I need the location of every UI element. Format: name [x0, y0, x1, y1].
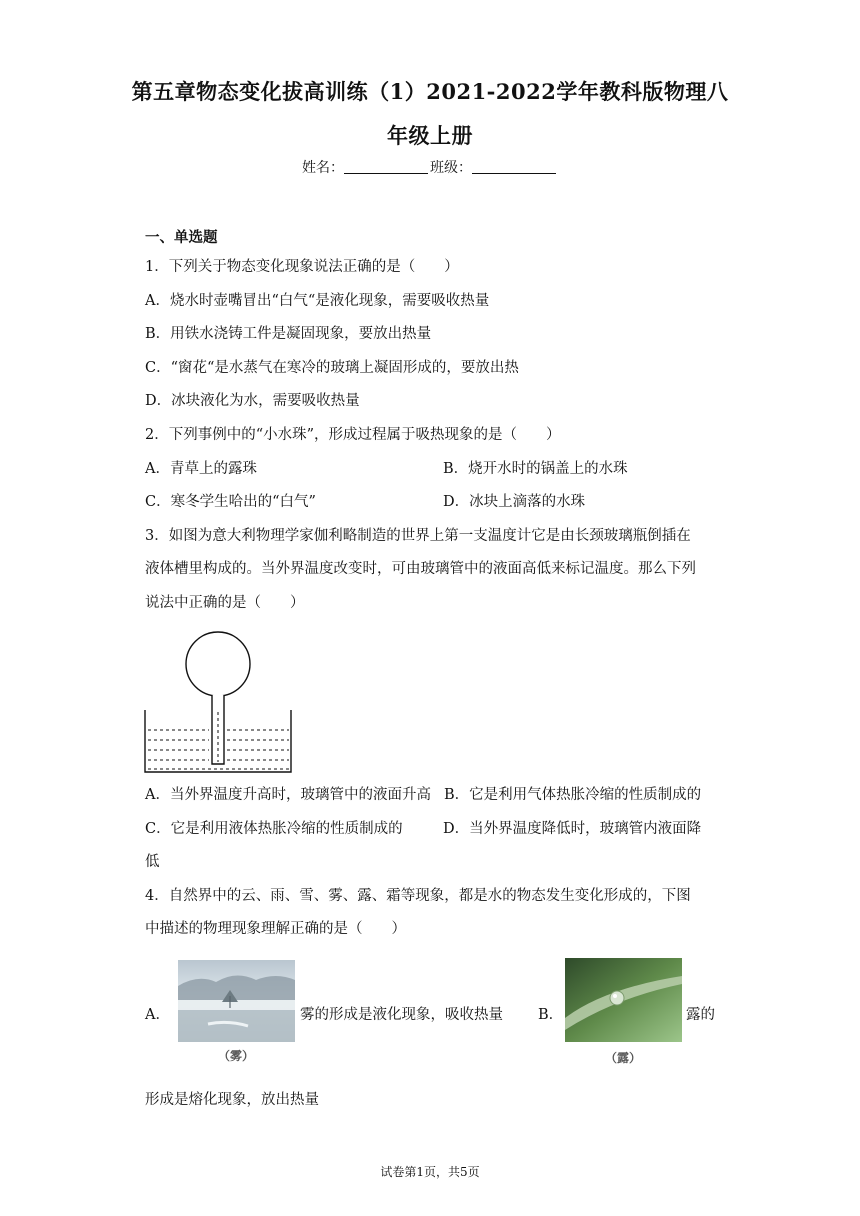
fog-caption: （雾）: [217, 1049, 255, 1063]
q2-option-d: D．冰块上滴落的水珠: [443, 494, 586, 510]
page-title-line2: 年级上册: [387, 123, 473, 148]
q3-option-c: C．它是利用液体热胀冷缩的性质制成的: [145, 821, 403, 837]
fog-caption-group: [218, 1048, 254, 1063]
section-heading: 一、单选题: [145, 229, 218, 246]
name-blank: [344, 159, 428, 174]
q2-option-c: C．寒冬学生哈出的“白气”: [145, 494, 316, 510]
q4-option-b-text-line2: 形成是熔化现象，放出热量: [145, 1092, 319, 1108]
glass-bulb: [186, 632, 250, 696]
q3-stem-line1: 3．如图为意大利物理学家伽利略制造的世界上第一支温度计它是由长颈玻璃瓶倒插在: [145, 528, 691, 544]
galileo-thermometer-figure: [143, 618, 295, 776]
class-label: 班级：: [430, 160, 472, 176]
q1-stem: 1．下列关于物态变化现象说法正确的是（ ）: [145, 259, 459, 275]
page-title-line1: 第五章物态变化拔高训练（1）2021-2022学年教科版物理八: [131, 79, 729, 104]
q3-option-d-line1: D．当外界温度降低时，玻璃管内液面降: [443, 821, 702, 837]
name-label: 姓名：: [302, 160, 344, 176]
glass-tube: [212, 695, 224, 764]
q3-stem-line3: 说法中正确的是（ ）: [145, 595, 305, 611]
dew-caption: （露）: [604, 1051, 642, 1065]
q1-option-a: A．烧水时壶嘴冒出“白气“是液化现象，需要吸收热量: [145, 293, 490, 309]
q4-option-b-text-line1: 露的: [686, 1007, 715, 1023]
student-info: [0, 157, 860, 177]
q4-stem-line2: 中描述的物理现象理解正确的是（ ）: [145, 921, 406, 937]
q2-stem: 2．下列事例中的“小水珠”，形成过程属于吸热现象的是（ ）: [145, 427, 561, 443]
q4-option-a-label: A．: [145, 1007, 170, 1023]
q4-stem-line1: 4．自然界中的云、雨、雪、雾、露、霜等现象，都是水的物态发生变化形成的，下图: [145, 888, 691, 904]
q2-option-a: A．青草上的露珠: [145, 461, 257, 477]
page-footer: 试卷第1页，共5页: [380, 1165, 480, 1179]
q4-option-a-text: 雾的形成是液化现象，吸收热量: [300, 1007, 503, 1023]
q4-option-b-label: B．: [538, 1007, 564, 1023]
q1-option-c: C．“窗花“是水蒸气在寒冷的玻璃上凝固形成的，要放出热: [145, 360, 519, 376]
q1-option-b: B．用铁水浇铸工件是凝固现象，要放出热量: [145, 326, 432, 342]
class-blank: [472, 159, 556, 174]
q3-option-b: B．它是利用气体热胀冷缩的性质制成的: [444, 787, 702, 803]
q3-option-a: A．当外界温度升高时，玻璃管中的液面升高: [145, 787, 431, 803]
q2-option-b: B．烧开水时的锅盖上的水珠: [443, 461, 628, 477]
dew-photo: [565, 958, 682, 1068]
q3-option-d-line2: 低: [145, 854, 160, 870]
q1-option-d: D．冰块液化为水，需要吸收热量: [145, 393, 360, 409]
q3-stem-line2: 液体槽里构成的。当外界温度改变时，可由玻璃管中的液面高低来标记温度。那么下列: [145, 561, 696, 577]
fog-photo: [178, 960, 295, 1066]
